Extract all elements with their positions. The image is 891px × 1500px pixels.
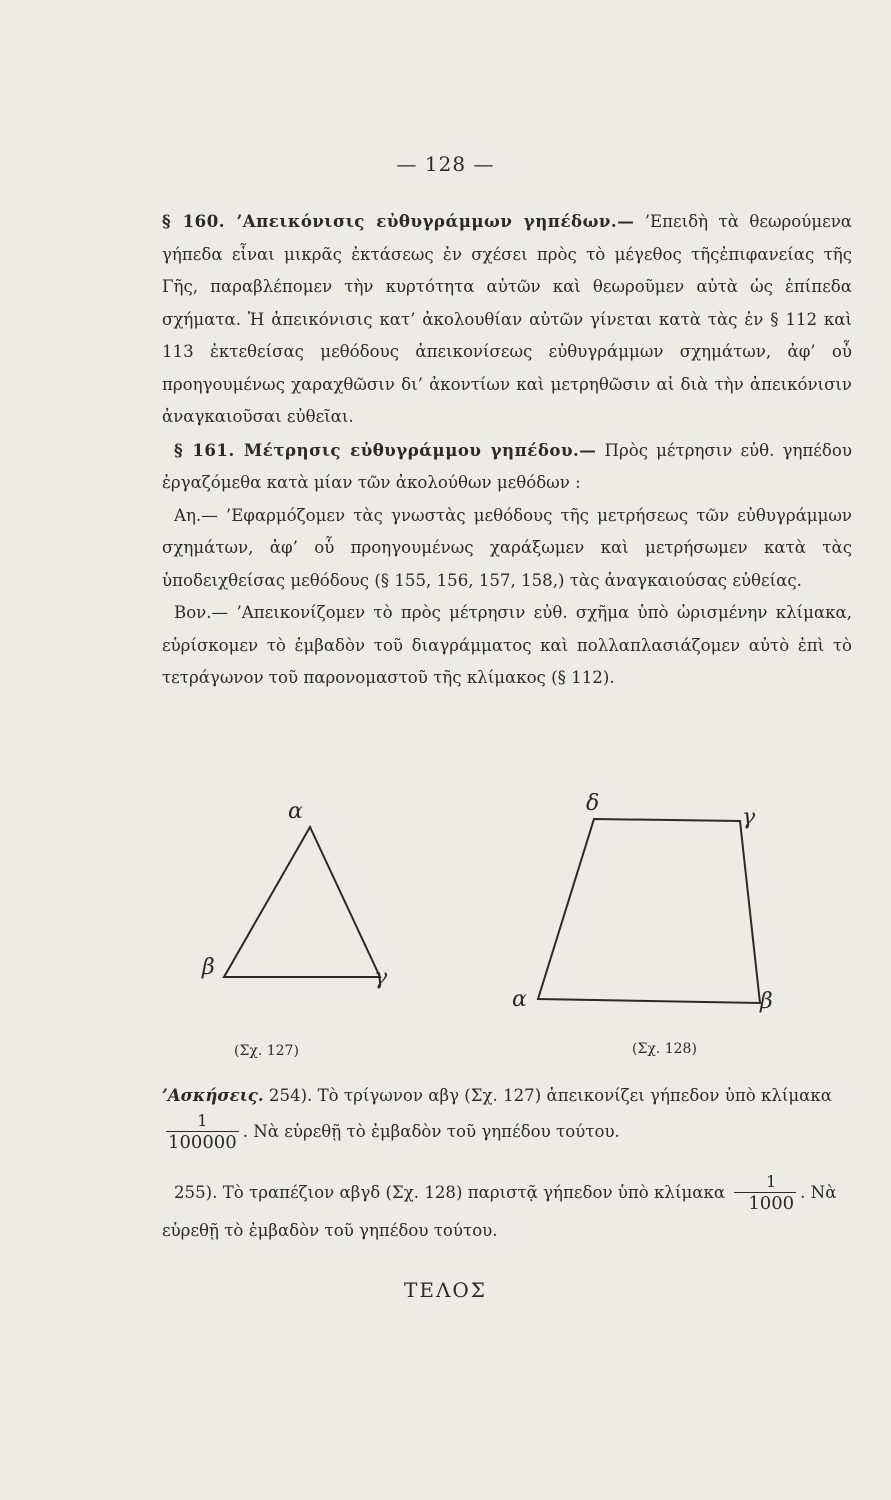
section-160 <box>162 205 852 434</box>
page-number: — 128 — <box>396 152 495 176</box>
vertex-label-127-b: β <box>202 955 215 980</box>
vertex-label-128-b: β <box>760 989 773 1014</box>
section-161-body: Πρὸς μέτρησιν εὐθ. γηπέδου ἐργαζόμεθα κατὰ μίαν τῶν ἀκολούθων μεθόδων : <box>162 440 852 492</box>
vertex-label-127-c: γ <box>374 965 388 990</box>
main-text <box>162 205 852 695</box>
exercise-255-text: 255). Τὸ τραπέζιον αβγδ (Σχ. 128) παριστᾷ γήπεδον ὑπὸ κλίμακα <box>174 1183 726 1202</box>
method-a: Αη.— ’Εφαρμόζομεν τὰς γνωστὰς μεθόδους τῆς μετρήσεως τῶν εὐθυγράμμων σχημάτων, ἀφ’ οὗ προηγουμένως χαράξωμεν καὶ μετρήσωμεν κατὰ τὰς ὑποδειχθείσας μεθόδους (§ 155, 156, 157, 158,) τὰς ἀναγκαιούσας εὐθείας. <box>162 505 852 590</box>
exercise-254-text: 254). Τὸ τρίγωνον αβγ (Σχ. 127) ἀπεικονίζει γήπεδον ὑπὸ κλίμακα <box>268 1086 832 1105</box>
exercise-255-question: . Νὰ εὑρεθῇ τὸ ἐμβαδὸν τοῦ γηπέδου τούτου. <box>162 1183 837 1240</box>
vertex-label-127-a: α <box>288 799 303 824</box>
exercise-254-question: . Νὰ εὑρεθῇ τὸ ἐμβαδὸν τοῦ γηπέδου τούτου. <box>242 1122 620 1141</box>
exercise-255 <box>162 1172 852 1247</box>
trapezoid-128 <box>538 819 760 1003</box>
exercise-255-scale-denominator: 1000 <box>734 1192 796 1215</box>
caption-127: (Σχ. 127) <box>234 1043 299 1059</box>
end-mark: ΤΕΛΟΣ <box>404 1278 487 1302</box>
exercise-254-scale-denominator: 100000 <box>168 1132 237 1153</box>
section-161 <box>162 434 852 500</box>
caption-128: (Σχ. 128) <box>632 1041 697 1057</box>
section-160-body: ’Επειδὴ τὰ θεωρούμενα γήπεδα εἶναι μικρᾶς ἐκτάσεως ἐν σχέσει πρὸς τὸ μέγεθος τῆςἐπιφανείας τῆς Γῆς, παραβλέπομεν τὴν κυρτότητα αὐτῶν καὶ θεωροῦμεν αὐτὰ ὡς ἐπίπεδα σχήματα. Ἡ ἀπεικόνισις κατ’ ἀκολουθίαν αὐτῶν γίνεται κατὰ τὰς ἐν § 112 καὶ 113 ἐκτεθείσας μεθόδους ἀπεικονίσεως εὐθυγράμμων σχημάτων, ἀφ’ οὗ προηγουμένως χαραχθῶσιν δι’ ἀκοντίων καὶ μετρηθῶσιν αἱ διὰ τὴν ἀπεικόνισιν ἀναγκαιοῦσαι εὐθεῖαι. <box>162 212 852 426</box>
section-160-heading: § 160. ’Απεικόνισις εὐθυγράμμων γηπέδων.— <box>162 211 635 231</box>
method-b: Βον.— ’Απεικονίζομεν τὸ πρὸς μέτρησιν εὐθ. σχῆμα ὑπὸ ὡρισμένην κλίμακα, εὑρίσκομεν τὸ ἐμβαδὸν τοῦ διαγράμματος καὶ πολλαπλασιάζομεν αὐτὸ ἐπὶ τὸ τετράγωνον τοῦ παρονομαστοῦ τῆς κλίμακος (§ 112). <box>162 603 852 687</box>
exercise-254 <box>162 1080 852 1154</box>
vertex-label-128-c: γ <box>742 805 756 830</box>
exercises-heading: ’Ασκήσεις. <box>162 1085 264 1105</box>
exercise-254-scale <box>166 1111 239 1154</box>
exercise-254-scale-numerator: 1 <box>197 1111 208 1130</box>
vertex-label-128-d: δ <box>586 791 600 816</box>
figures <box>162 791 852 1095</box>
vertex-label-128-a: α <box>512 987 527 1012</box>
exercise-255-scale-numerator: 1 <box>766 1172 777 1191</box>
section-161-heading: § 161. Μέτρησις εὐθυγράμμου γηπέδου.— <box>174 439 597 460</box>
triangle-127 <box>224 827 380 977</box>
exercise-255-scale <box>734 1172 796 1215</box>
